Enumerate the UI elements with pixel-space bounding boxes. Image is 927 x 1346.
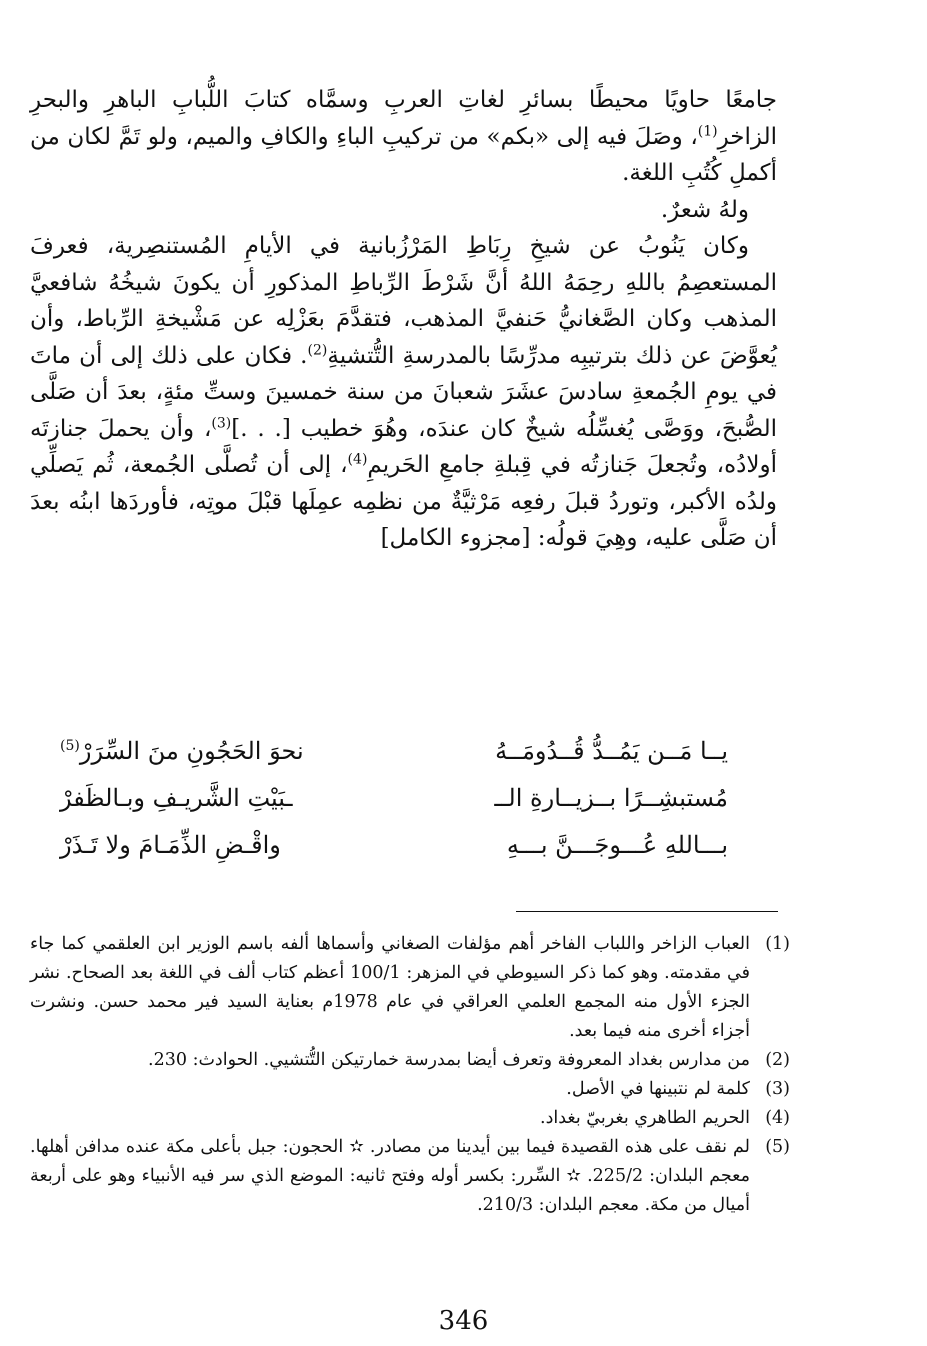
hemistich-text: نحوَ الحَجُونِ منَ السِّرَرْ [79, 737, 304, 765]
footnote-ref-5: (5) [60, 738, 80, 754]
paragraph-text: ، وأن يحملَ جنازتَه أولادُه، وتُجعلَ جَنازتُه في قِبلةِ جامعِ الحَريمِ [30, 415, 777, 478]
verse-second-hemistich [60, 728, 304, 775]
main-text [30, 82, 777, 557]
paragraph-text: . فكان على ذلك إلى أن ماتَ في يومِ الجُمعةِ سادسَ عشَرَ شعبانَ من سنة خمسينَ وستِّ مئةٍ، بعدَ أن صَلَّى الصُّبحَ، ووَصَّى يُغسِّلُه شيخٌ كان عندَه، وهُوَ خطيب [. . .] [30, 342, 778, 442]
verse-first-hemistich: يــا مَــن يَمُــدُّ قُــدُومَــهُ [495, 737, 728, 765]
footnote-separator [516, 911, 778, 912]
paragraph-text: جامعًا حاويًا محيطًا بسائرِ لغاتِ العربِ وسمَّاه كتابَ اللُّبابِ الباهرِ والبحرِ الزاخرِ [30, 87, 777, 150]
footnote-number: (1) [765, 934, 790, 954]
footnotes [30, 930, 790, 1220]
footnote-number: (3) [765, 1079, 790, 1099]
footnote-number: (5) [765, 1137, 790, 1157]
footnote-ref-4: (4) [347, 451, 368, 468]
paragraph-1 [30, 82, 777, 192]
page-number: 346 [438, 1306, 489, 1336]
footnote-text: الحريم الطاهري بغربيّ بغداد. [540, 1108, 750, 1128]
poem [60, 728, 728, 869]
footnote-number: (4) [765, 1108, 790, 1128]
verse-second-hemistich: ـبَيْتِ الشَّريـفِ وبـالظَفرْ [60, 784, 293, 812]
verse-second-hemistich: واقْـضِ الذِّمَـامَ ولا تَـذَرْ [60, 831, 281, 859]
footnote-number: (2) [765, 1050, 790, 1070]
footnote [30, 1075, 790, 1104]
paragraph-text: وكان يَنُوبُ عن شيخِ رِبَاطِ المَرْزُبانية في الأيامِ المُستنصِرية، فعرفَ المستعصِمُ باللهِ رحِمَهُ اللهُ أنَّ شَرْطَ الرِّباطِ المذكورِ أن يكونَ شيخُهُ شافعيَّ المذهب وكان الصَّغانيُّ حَنفيَّ المذهب، فتقدَّمَ بعَزْلِه عن مَشْيخةِ الرِّباط، وأن يُعوَّضَ عن ذلك بترتيبِه مدرِّسًا بالمدرسةِ التُّتشيةِ [30, 233, 778, 369]
footnote [30, 930, 790, 1046]
footnote-ref-3: (3) [211, 414, 232, 431]
verse-line [60, 775, 728, 822]
footnote [30, 1104, 790, 1133]
verse-line [60, 822, 728, 869]
paragraph-text: ، إلى أن تُصلَّى الجُمعة، ثُم يَصلِّي ولدُه الأكبر، وتوردُ قبلَ رفعِه مَرْثيَّةٌ من نظمِه عمِلَها قبْلَ موتِه، فأوردَها ابنُه بعدَ أن صَلَّى عليه، وهِيَ قولُه: [مجزوء الكامل] [30, 452, 777, 551]
footnote [30, 1133, 790, 1220]
footnote-ref-2: (2) [307, 341, 328, 358]
footnote-text: كلمة لم نتبينها في الأصل. [566, 1079, 750, 1099]
footnote [30, 1046, 790, 1075]
verse-first-hemistich: بـــاللهِ عُـــوجَـــنَّ بـــهِ [506, 831, 728, 859]
footnote-text: لم نقف على هذه القصيدة فيما بين أيدينا من مصادر. ✫ الحجون: جبل بأعلى مكة عنده مدافن أهلها. معجم البلدان: 225/2. ✫ السِّرر: بكسر أوله وفتح ثانيه: الموضع الذي سر فيه الأنبياء وهو على أربعة أميال من مكة. معجم البلدان: 210/3. [30, 1137, 750, 1215]
verse-line [60, 728, 728, 775]
footnote-text: من مدارس بغداد المعروفة وتعرف أيضا بمدرسة خمارتيكن التُّتشيي. الحوادث: 230. [148, 1050, 750, 1070]
footnote-ref-1: (1) [697, 122, 718, 139]
verse-first-hemistich: مُستبشِــرًا بــزيــارةِ الــ [494, 784, 728, 812]
paragraph-2 [30, 192, 777, 229]
paragraph-3 [30, 228, 777, 557]
paragraph-text: ولهُ شعرٌ. [660, 196, 749, 223]
paragraph-text: ، وصَلَ فيه إلى «بكم» من تركيبِ الباءِ والكافِ والميم، ولو تَمَّ لكان من أكملِ كُتُبِ اللغة. [30, 123, 777, 186]
footnote-text: العباب الزاخر واللباب الفاخر أهم مؤلفات الصغاني وأسماها ألفه باسم الوزير ابن العلقمي كما جاء في مقدمته. وهو كما ذكر السيوطي في المزهر: 100/1 أعظم كتاب ألف في اللغة بعد الصحاح. نشر الجزء الأول منه المجمع العلمي العراقي في عام 1978م بعناية السيد فير محمد حسن. ونشرت أجزاء أخرى منه فيما بعد. [30, 934, 751, 1041]
